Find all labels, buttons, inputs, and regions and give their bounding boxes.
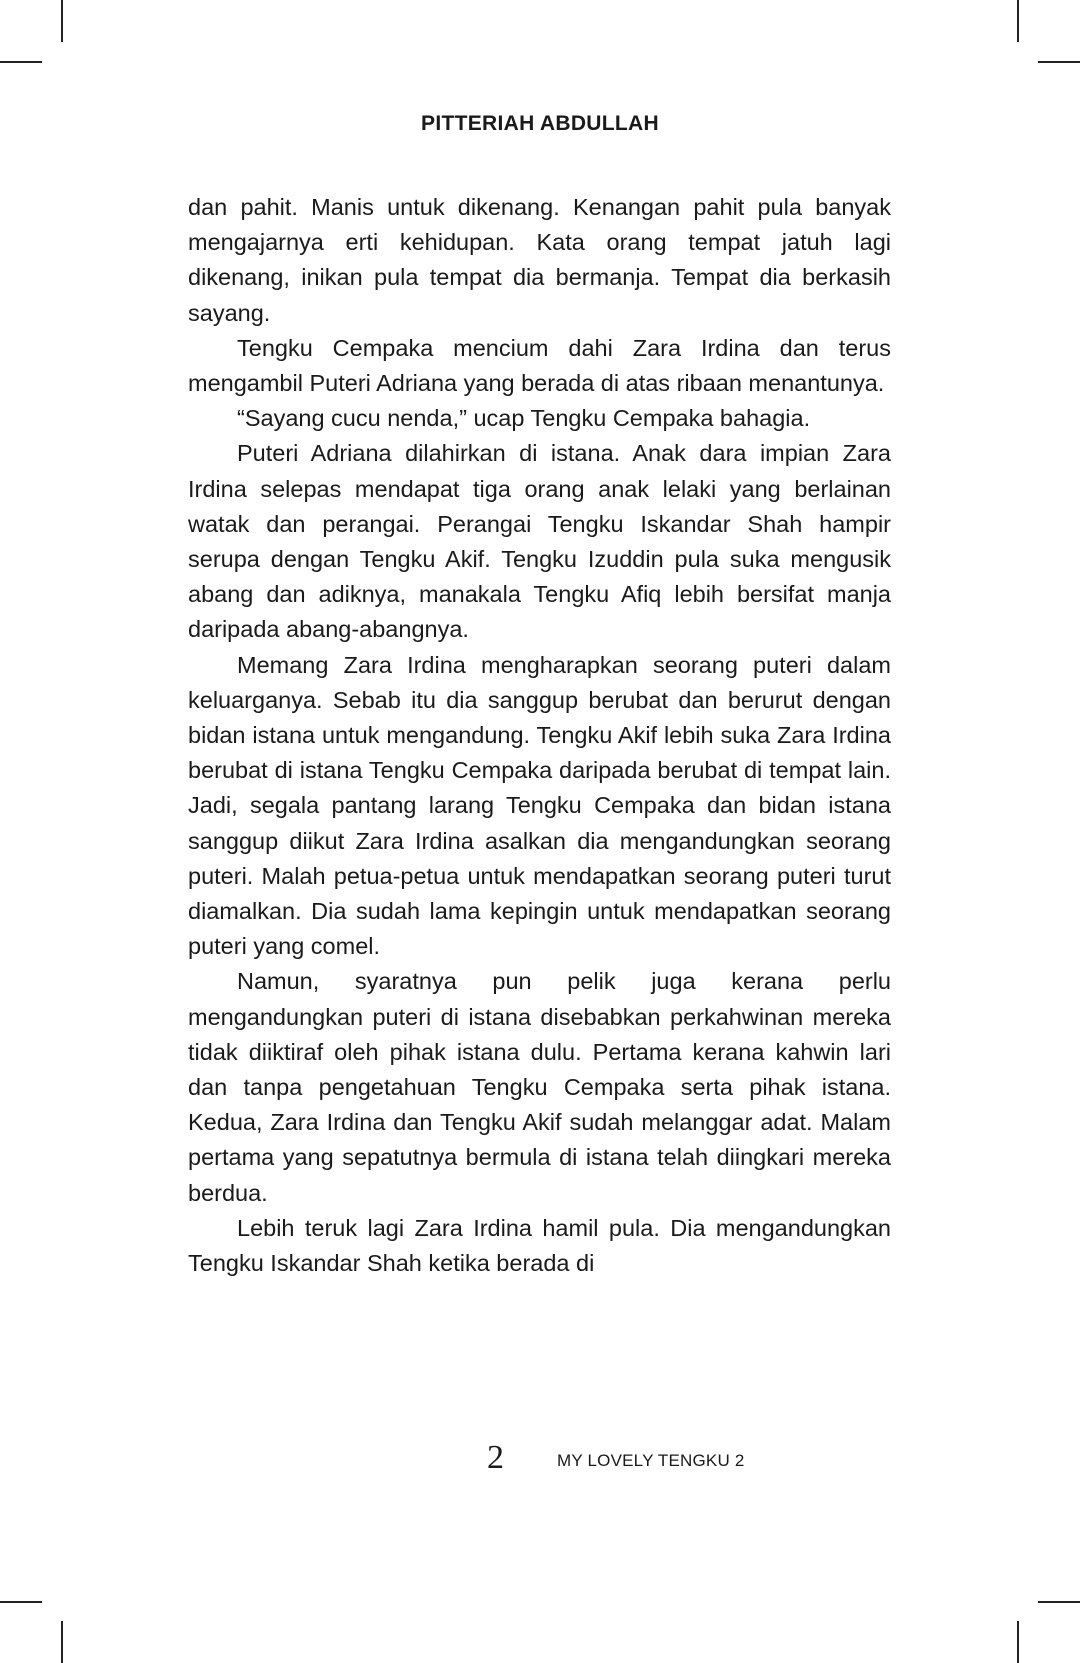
- paragraph: “Sayang cucu nenda,” ucap Tengku Cempaka bahagia.: [237, 405, 811, 432]
- paragraph: dan pahit. Manis untuk dikenang. Kenangan pahit pula banyak mengajarnya erti kehidupan. Kata orang tempat jatuh lagi dikenang, inikan pula tempat dia bermanja. Tempat dia berkasih sayang.: [188, 194, 891, 326]
- crop-mark-bottom-left-horizontal: [0, 1601, 42, 1603]
- paragraph: Tengku Cempaka mencium dahi Zara Irdina dan terus mengambil Puteri Adriana yang berada di atas ribaan menantunya.: [188, 334, 891, 397]
- crop-mark-bottom-left-vertical: [61, 1621, 63, 1663]
- page-footer: [0, 1438, 1080, 1488]
- running-foot-book-title: MY LOVELY TENGKU 2: [557, 1451, 745, 1470]
- body-text: [188, 190, 891, 1281]
- page-number: 2: [487, 1439, 504, 1476]
- crop-mark-top-right-vertical: [1017, 0, 1019, 42]
- paragraph: Memang Zara Irdina mengharapkan seorang puteri dalam keluarganya. Sebab itu dia sanggup berubat dan berurut dengan bidan istana untuk mengandung. Tengku Akif lebih suka Zara Irdina berubat di istana Tengku Cempaka daripada berubat di tempat lain. Jadi, segala pantang larang Tengku Cempaka dan bidan istana sanggup diikut Zara Irdina asalkan dia mengandungkan seorang puteri. Malah petua-petua untuk mendapatkan seorang puteri turut diamalkan. Dia sudah lama kepingin untuk mendapatkan seorang puteri yang comel.: [188, 651, 891, 960]
- crop-mark-top-right-horizontal: [1038, 61, 1080, 63]
- paragraph: Lebih teruk lagi Zara Irdina hamil pula. Dia mengandungkan Tengku Iskandar Shah ketika berada di: [188, 1214, 891, 1277]
- crop-mark-top-left-horizontal: [0, 61, 42, 63]
- crop-mark-bottom-right-vertical: [1017, 1621, 1019, 1663]
- paragraph: Namun, syaratnya pun pelik juga kerana perlu mengandungkan puteri di istana disebabkan perkahwinan mereka tidak diiktiraf oleh pihak istana dulu. Pertama kerana kahwin lari dan tanpa pengetahuan Tengku Cempaka serta pihak istana. Kedua, Zara Irdina dan Tengku Akif sudah melanggar adat. Malam pertama yang sepatutnya bermula di istana telah diingkari mereka berdua.: [188, 968, 891, 1206]
- paragraph: Puteri Adriana dilahirkan di istana. Anak dara impian Zara Irdina selepas mendapat tiga orang anak lelaki yang berlainan watak dan perangai. Perangai Tengku Iskandar Shah hampir serupa dengan Tengku Akif. Tengku Izuddin pula suka mengusik abang dan adiknya, manakala Tengku Afiq lebih bersifat manja daripada abang-abangnya.: [188, 440, 891, 643]
- crop-mark-top-left-vertical: [61, 0, 63, 42]
- running-head-author: PITTERIAH ABDULLAH: [421, 112, 659, 135]
- crop-mark-bottom-right-horizontal: [1038, 1601, 1080, 1603]
